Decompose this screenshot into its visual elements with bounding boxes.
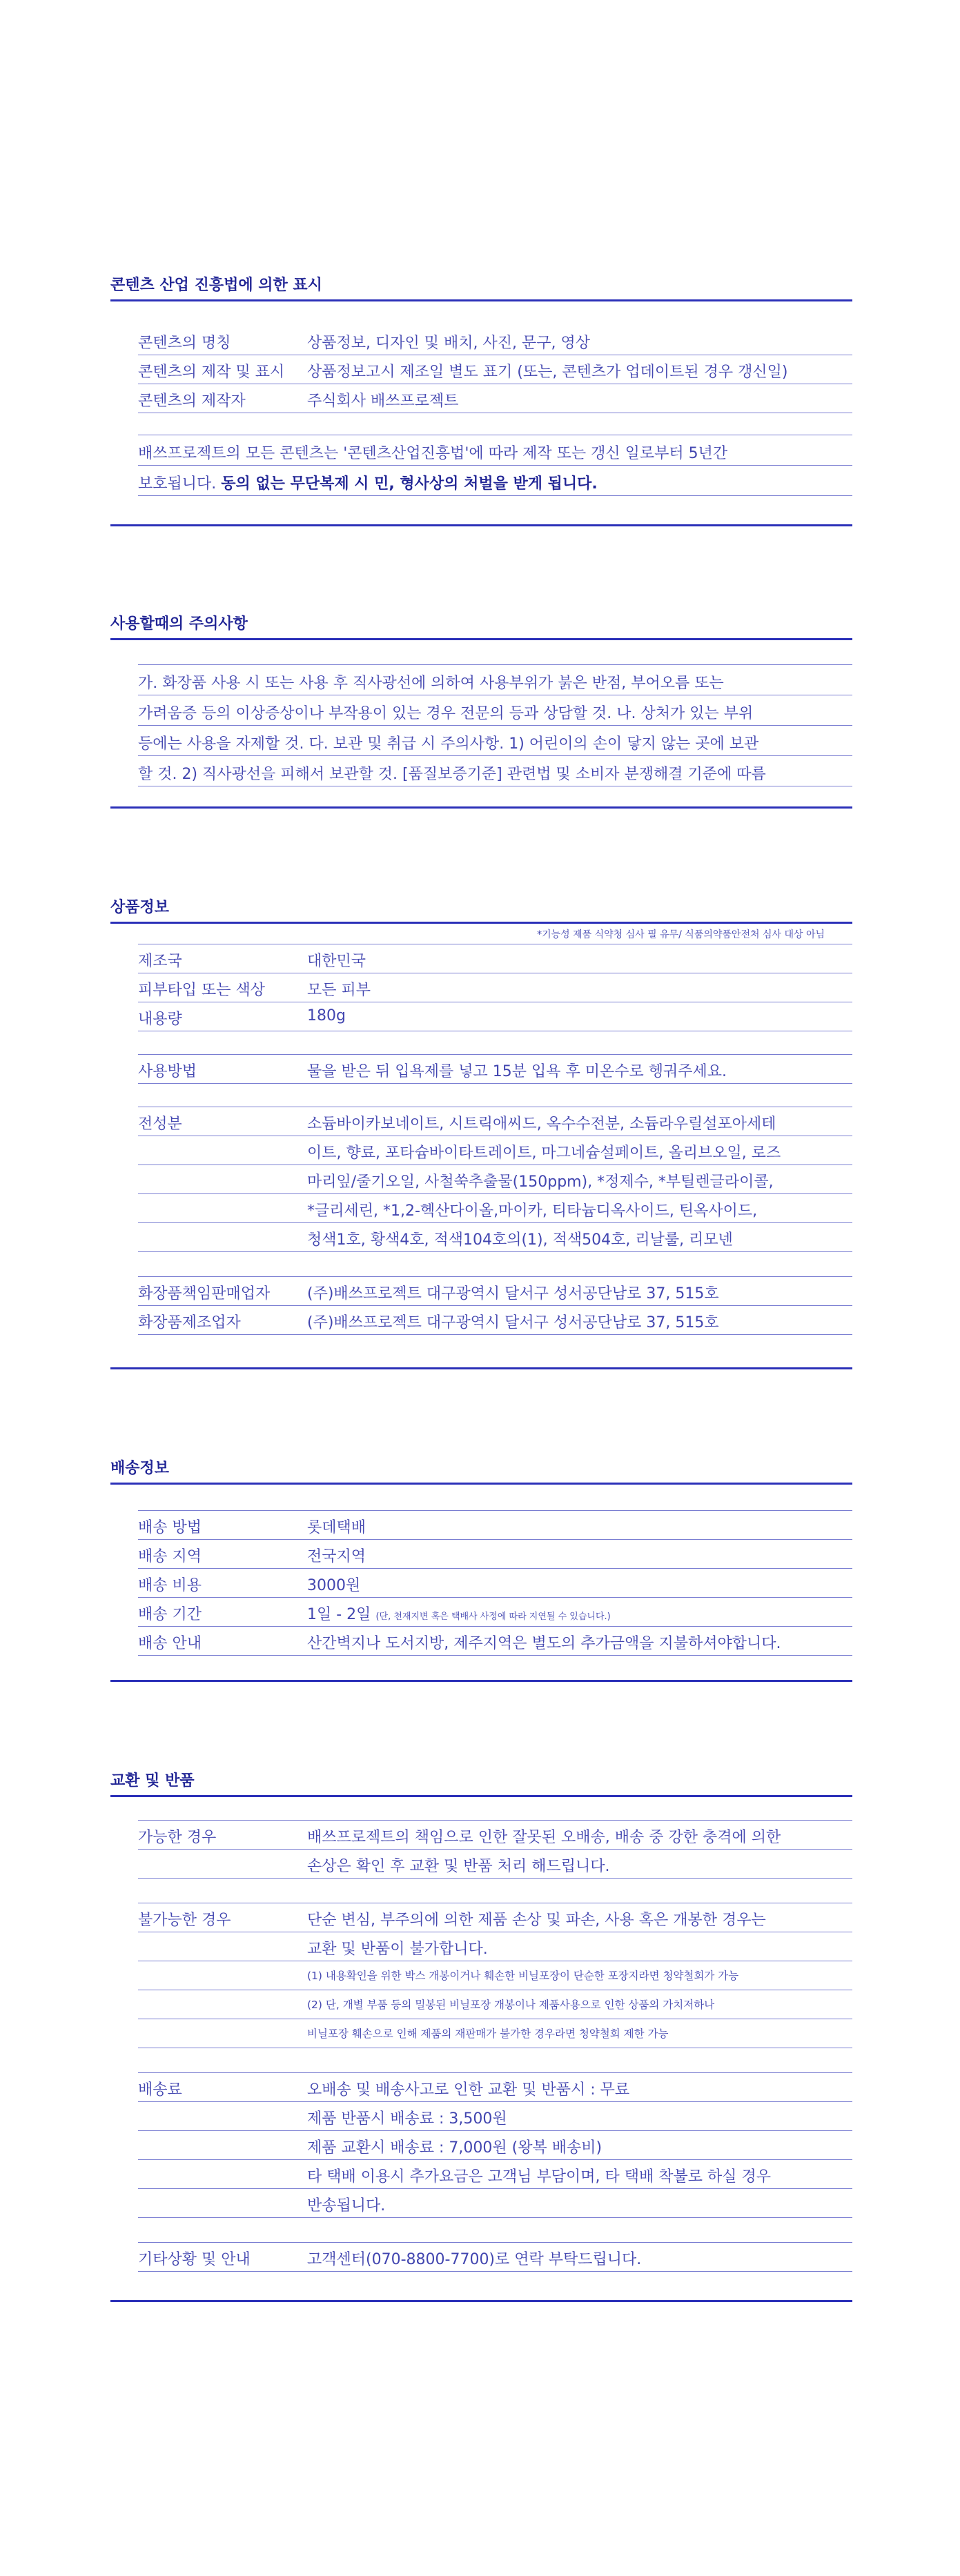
row-value: 롯데택배 [307,1519,366,1536]
ingredient-line: 소듐바이카보네이트, 시트릭애씨드, 옥수수전분, 소듐라우릴설포아세테 [307,1116,776,1133]
divider [110,638,852,640]
returns-row-fee-cont [110,2159,852,2188]
row-label: 콘텐츠의 제작 및 표시 [138,364,285,381]
product-title: 상품정보 [110,899,170,916]
row-label: 배송 방법 [138,1519,202,1536]
caution-line [110,696,852,725]
row-value: 물을 받은 뒤 입욕제를 넣고 15분 입욕 후 미온수로 헹궈주세요. [307,1063,727,1080]
returns-row-impossible-cont [110,1932,852,1961]
row-label: 기타상황 및 안내 [138,2251,251,2268]
row-value: (주)배쓰프로젝트 대구광역시 달서구 성서공단남로 37, 515호 [307,1285,719,1302]
returns-row-fee-cont [110,2101,852,2130]
row-label: 사용방법 [138,1063,197,1080]
row-value: 손상은 확인 후 교환 및 반품 처리 해드립니다. [307,1858,610,1875]
divider [138,2271,852,2272]
caution-line [110,666,852,695]
divider [110,524,852,526]
content-law-title: 콘텐츠 산업 진흥법에 의한 표시 [110,277,322,294]
caution-title: 사용할때의 주의사항 [110,615,248,633]
divider [138,725,852,726]
row-label: 배송 지역 [138,1548,202,1565]
shipping-row-method [110,1510,852,1539]
row-value: 주식회사 배쓰프로젝트 [307,393,459,410]
divider [138,1083,852,1084]
ingredient-line: 마리잎/줄기오일, 사철쑥추출물(150ppm), *정제수, *부틸렌글라이콜, [307,1173,774,1191]
ingredient-line: 이트, 향료, 포타슘바이타트레이트, 마그네슘설페이트, 올리브오일, 로즈 [307,1145,781,1162]
period-note: (단, 천재지변 혹은 택배사 사정에 따라 지연될 수 있습니다.) [375,1612,611,1622]
returns-row-possible-cont [110,1849,852,1878]
row-label: 배송 비용 [138,1577,202,1594]
content-law-notice-line-2 [110,466,852,495]
returns-impossible-note [110,2019,852,2048]
row-value: 제품 교환시 배송료 : 7,000원 (왕복 배송비) [307,2139,603,2157]
returns-row-etc [110,2242,852,2271]
row-label: 피부타입 또는 색상 [138,982,266,999]
row-label: 콘텐츠의 제작자 [138,393,246,410]
product-row-seller [110,1276,852,1305]
row-value: 3000원 [307,1577,361,1594]
ingredient-line: *글리세린, *1,2-헥산다이올,마이카, 티타늄디옥사이드, 틴옥사이드, [307,1202,758,1220]
caution-line [110,757,852,786]
row-label: 내용량 [138,1011,182,1028]
row-value: 상품정보고시 제조일 별도 표기 (또는, 콘텐츠가 업데이트된 경우 갱신일) [307,364,788,381]
returns-row-fee [110,2072,852,2101]
note-text: (2) 단, 개별 부품 등의 밀봉된 비닐포장 개봉이나 제품사용으로 인한 상품의 가치저하나 [307,1999,715,2011]
content-law-row-creator [110,384,852,413]
ingredient-line: 청색1호, 황색4호, 적색104호의(1), 적색504호, 리날룰, 리모넨 [307,1231,733,1249]
row-label: 배송 안내 [138,1635,202,1652]
divider [138,495,852,496]
caution-line [110,726,852,755]
divider [110,1795,852,1797]
note-text: (1) 내용확인을 위한 박스 개봉이거나 훼손한 비닐포장이 단순한 포장지라면 청약철회가 가능 [307,1970,739,1982]
divider [138,1251,852,1252]
divider [110,1680,852,1682]
divider [138,2217,852,2218]
divider [110,1483,852,1485]
row-value: 전국지역 [307,1548,366,1565]
note-text: 비닐포장 훼손으로 인해 제품의 재판매가 불가한 경우라면 청약철회 제한 가능 [307,2028,669,2040]
row-value: 반송됩니다. [307,2197,386,2215]
product-row-maker [110,1305,852,1334]
ingredient-row [110,1165,852,1193]
row-label: 콘텐츠의 명칭 [138,335,231,352]
shipping-row-cost [110,1568,852,1597]
divider [138,1334,852,1335]
shipping-row-period [110,1597,852,1626]
row-value: 배쓰프로젝트의 책임으로 인한 잘못된 오배송, 배송 중 강한 충격에 의한 [307,1829,781,1846]
product-row-ingredients [110,1107,852,1136]
returns-title: 교환 및 반품 [110,1772,195,1790]
caution-text: 할 것. 2) 직사광선을 피해서 보관할 것. [품질보증기준] 관련법 및 소비자 분쟁해결 기준에 따름 [138,766,766,783]
row-label: 전성분 [138,1116,182,1133]
ingredient-row [110,1222,852,1251]
shipping-title: 배송정보 [110,1460,170,1477]
row-value: 산간벽지나 도서지방, 제주지역은 별도의 추가금액을 지불하셔야합니다. [307,1635,781,1652]
notice-text [138,472,598,493]
row-value: 모든 피부 [307,982,371,999]
product-row-origin [110,944,852,973]
product-row-skin [110,973,852,1002]
row-label: 배송 기간 [138,1606,202,1623]
product-row-usage [110,1054,852,1083]
divider [110,806,852,809]
returns-impossible-note [110,1961,852,1990]
returns-impossible-note [110,1990,852,2019]
notice-warning: 동의 없는 무단복제 시 민, 형사상의 처벌을 받게 됩니다. [221,475,598,493]
row-value: 180g [307,1007,346,1024]
notice-text: 배쓰프로젝트의 모든 콘텐츠는 '콘텐츠산업진흥법'에 따라 제작 또는 갱신 일로부터 5년간 [138,445,728,462]
returns-row-fee-cont [110,2188,852,2217]
returns-row-possible [110,1820,852,1849]
functional-note: *기능성 제품 식약청 심사 필 유무/ 식품의약품안전처 심사 대상 아님 [537,929,825,940]
row-value: 타 택배 이용시 추가요금은 고객님 부담이며, 타 택배 착불로 하실 경우 [307,2168,771,2186]
row-value: 대한민국 [307,953,366,970]
shipping-row-guide [110,1626,852,1655]
row-value: 고객센터(070-8800-7700)로 연락 부탁드립니다. [307,2251,642,2268]
notice-plain: 보호됩니다. [138,475,222,493]
ingredient-row [110,1136,852,1165]
row-label: 가능한 경우 [138,1829,217,1846]
divider [138,1655,852,1656]
content-law-notice-line-1 [110,436,852,465]
row-value: 교환 및 반품이 불가합니다. [307,1941,488,1958]
row-value: 제품 반품시 배송료 : 3,500원 [307,2110,507,2128]
returns-row-impossible [110,1903,852,1932]
row-label: 제조국 [138,953,182,970]
row-label: 화장품제조업자 [138,1314,241,1331]
caution-text: 등에는 사용을 자제할 것. 다. 보관 및 취급 시 주의사항. 1) 어린이의 손이 닿지 않는 곳에 보관 [138,735,759,753]
product-row-volume [110,1002,852,1031]
caution-text: 가려움증 등의 이상증상이나 부작용이 있는 경우 전문의 등과 상담할 것. 나. 상처가 있는 부위 [138,705,754,722]
row-label: 화장품책임판매업자 [138,1285,271,1302]
ingredient-row [110,1193,852,1222]
divider [138,1878,852,1879]
row-value: 단순 변심, 부주의에 의한 제품 손상 및 파손, 사용 혹은 개봉한 경우는 [307,1912,766,1929]
divider [138,664,852,665]
divider [110,2300,852,2302]
row-value [307,1603,611,1624]
divider [138,755,852,756]
divider [110,1367,852,1369]
row-value: (주)배쓰프로젝트 대구광역시 달서구 성서공단남로 37, 515호 [307,1314,719,1331]
row-value: 상품정보, 디자인 및 배치, 사진, 문구, 영상 [307,335,590,352]
divider [138,465,852,466]
divider [110,299,852,301]
returns-row-fee-cont [110,2130,852,2159]
content-law-row-production [110,355,852,384]
row-label: 배송료 [138,2081,182,2099]
shipping-row-area [110,1539,852,1568]
divider [110,922,852,924]
content-law-row-name [110,326,852,355]
row-label: 불가능한 경우 [138,1912,231,1929]
row-value: 오배송 및 배송사고로 인한 교환 및 반품시 : 무료 [307,2081,630,2099]
period-value: 1일 - 2일 [307,1606,371,1623]
caution-text: 가. 화장품 사용 시 또는 사용 후 직사광선에 의하여 사용부위가 붉은 반점, 부어오름 또는 [138,675,724,692]
